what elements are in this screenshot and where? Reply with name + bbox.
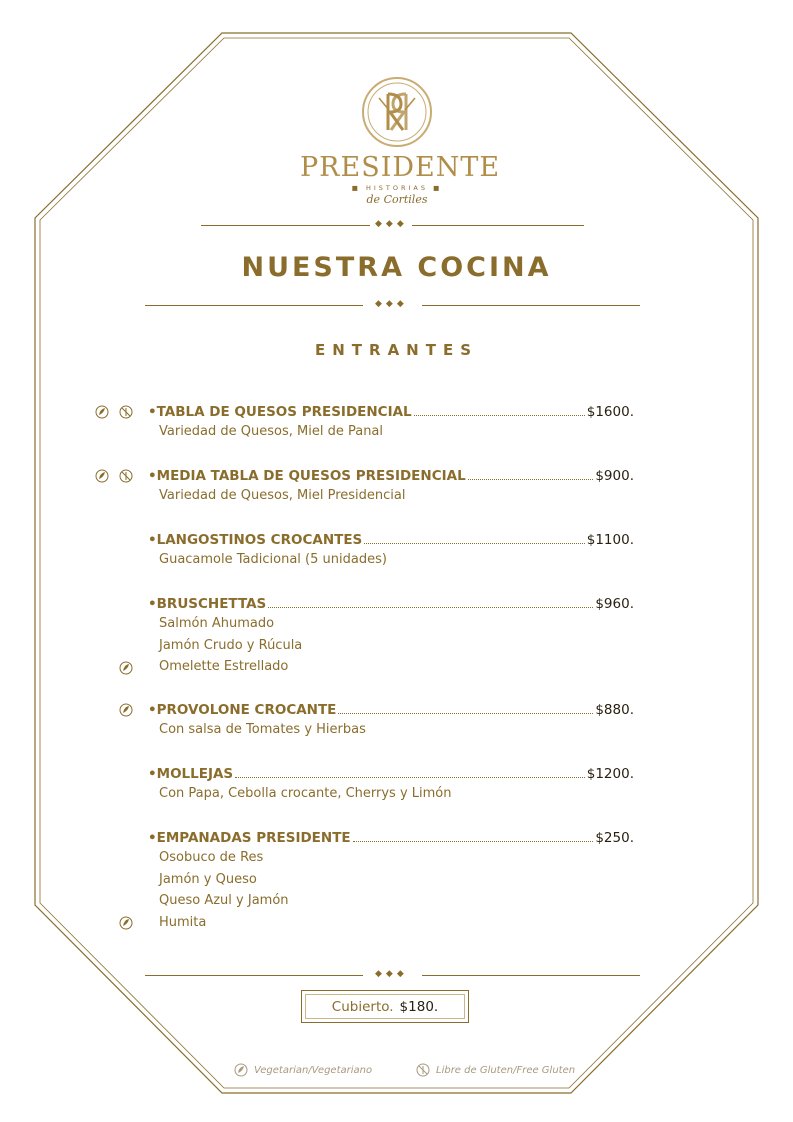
item-detail: Omelette Estrellado xyxy=(159,659,289,674)
item-name: •EMPANADAS PRESIDENTE xyxy=(148,830,351,846)
divider-line xyxy=(201,225,370,226)
menu-item xyxy=(148,701,634,741)
item-price: $250. xyxy=(595,830,634,846)
item-price: $880. xyxy=(595,702,634,718)
item-detail: Jamón y Queso xyxy=(159,871,257,887)
menu-item xyxy=(148,765,634,805)
item-detail: Humita xyxy=(159,914,207,930)
logo-brand-text: PRESIDENTE xyxy=(300,152,501,183)
gluten-free-icon xyxy=(119,469,133,483)
presidente-logo xyxy=(300,68,501,210)
cubierto-price: $180. xyxy=(399,998,439,1015)
menu-item xyxy=(148,595,634,678)
cubierto-box xyxy=(301,990,469,1023)
menu-item xyxy=(148,403,634,443)
divider-line xyxy=(145,305,363,306)
menu-item xyxy=(148,531,634,571)
vegetarian-icon xyxy=(119,703,133,717)
vegetarian-icon xyxy=(234,1063,248,1077)
legend-gluten-free-text: Libre de Gluten/Free Gluten xyxy=(436,1064,576,1076)
section-title: ENTRANTES xyxy=(314,341,479,359)
divider-line xyxy=(422,305,640,306)
vegetarian-icon xyxy=(119,916,133,930)
item-detail: Variedad de Quesos, Miel de Panal xyxy=(159,424,384,439)
menu-item xyxy=(148,467,634,507)
divider-ornament: ◆◆◆ xyxy=(375,219,408,229)
legend-gluten-free xyxy=(416,1063,575,1077)
item-price: $960. xyxy=(595,596,634,612)
divider-line xyxy=(145,975,363,976)
logo-script: de Cortiles xyxy=(366,193,428,206)
item-detail: Osobuco de Res xyxy=(159,850,264,865)
cubierto-label: Cubierto. xyxy=(331,998,394,1015)
item-name: •TABLA DE QUESOS PRESIDENCIAL xyxy=(148,404,412,420)
item-name: •BRUSCHETTAS xyxy=(148,596,267,612)
item-detail: Guacamole Tadicional (5 unidades) xyxy=(159,552,387,567)
legend-vegetarian-text: Vegetarian/Vegetariano xyxy=(254,1064,373,1076)
gluten-free-icon xyxy=(416,1063,430,1077)
legend-vegetarian xyxy=(234,1063,372,1077)
vegetarian-icon xyxy=(95,469,109,483)
vegetarian-icon xyxy=(95,405,109,419)
divider-ornament: ◆◆◆ xyxy=(375,299,408,309)
divider-ornament: ◆◆◆ xyxy=(375,969,408,979)
item-detail: Jamón Crudo y Rúcula xyxy=(159,637,303,653)
item-name: •MOLLEJAS xyxy=(148,766,234,782)
item-detail: Salmón Ahumado xyxy=(159,616,275,631)
item-price: $900. xyxy=(595,468,634,484)
item-name: •LANGOSTINOS CROCANTES xyxy=(148,532,363,548)
item-price: $1600. xyxy=(586,404,634,420)
item-detail: Con Papa, Cebolla crocante, Cherrys y Limón xyxy=(159,786,452,801)
divider-line xyxy=(412,225,584,226)
page-title: NUESTRA COCINA xyxy=(241,252,552,283)
vegetarian-icon xyxy=(119,661,133,675)
item-detail: Variedad de Quesos, Miel Presidencial xyxy=(159,488,406,503)
gluten-free-icon xyxy=(119,405,133,419)
item-name: •PROVOLONE CROCANTE xyxy=(148,702,337,718)
logo-emblem-icon xyxy=(361,76,433,148)
item-detail: Queso Azul y Jamón xyxy=(159,893,289,908)
item-detail: Con salsa de Tomates y Hierbas xyxy=(159,722,366,737)
item-price: $1100. xyxy=(586,532,634,548)
menu-item xyxy=(148,829,634,933)
item-name: •MEDIA TABLA DE QUESOS PRESIDENCIAL xyxy=(148,468,466,484)
item-price: $1200. xyxy=(586,766,634,782)
logo-tagline: ■ HISTORIAS ■ xyxy=(351,184,443,192)
divider-line xyxy=(422,975,640,976)
